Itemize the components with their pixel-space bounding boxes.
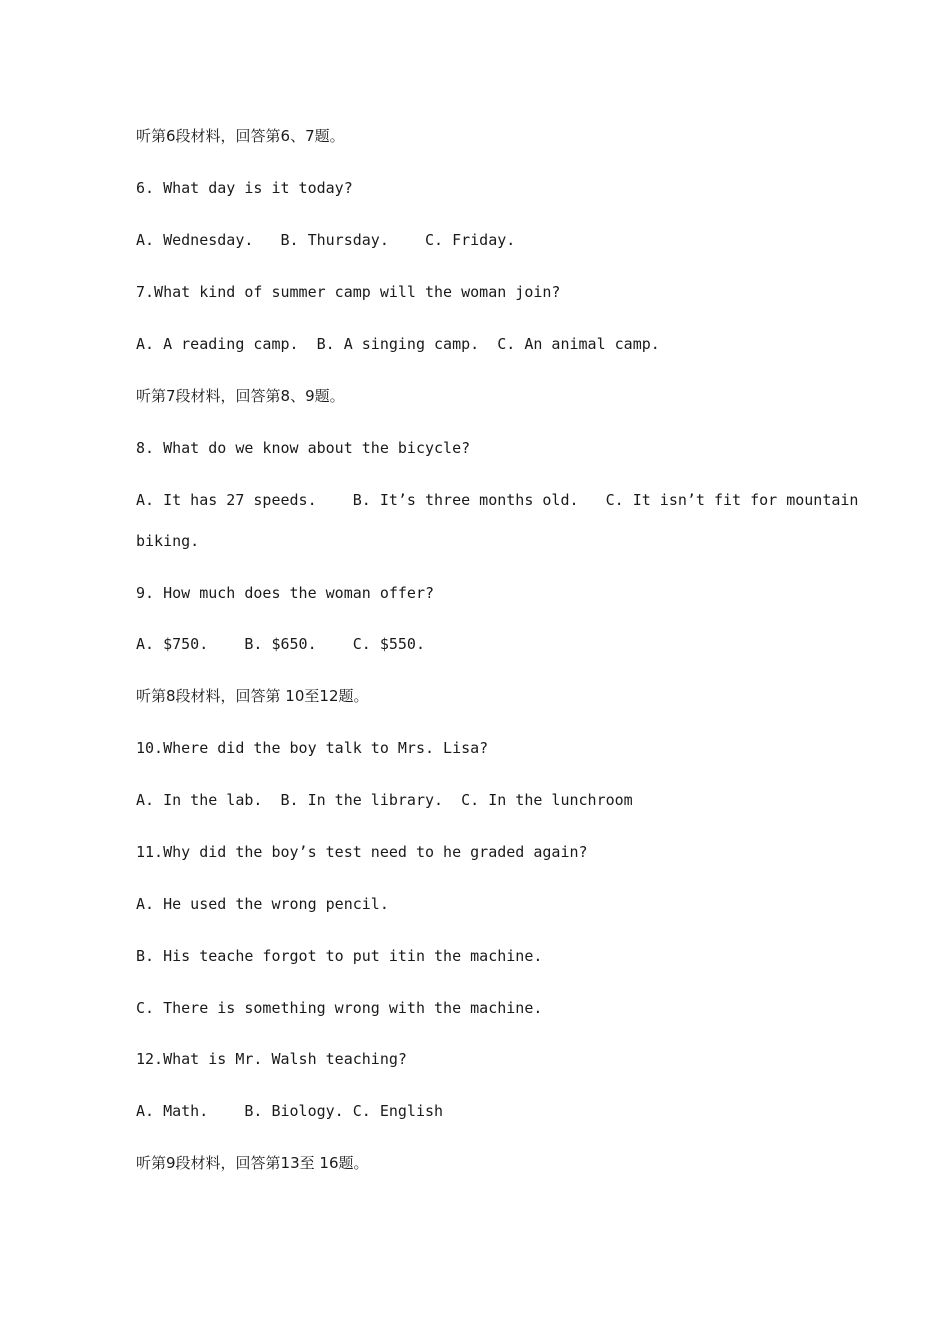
question-8-options-continued: biking. xyxy=(136,532,200,550)
question-11-option-c: C. There is something wrong with the machine. xyxy=(136,999,543,1017)
question-11-option-b: B. His teache forgot to put itin the machine. xyxy=(136,947,543,965)
section-heading-8: 听第8段材料，回答第 10至12题。 xyxy=(136,687,369,705)
question-9-options: A. $750. B. $650. C. $550. xyxy=(136,635,425,653)
question-12-options: A. Math. B. Biology. C. English xyxy=(136,1102,444,1120)
question-10: 10.Where did the boy talk to Mrs. Lisa? xyxy=(136,739,489,757)
question-6: 6. What day is it today? xyxy=(136,179,353,197)
question-11: 11.Why did the boy’s test need to he graded again? xyxy=(136,843,588,861)
question-9: 9. How much does the woman offer? xyxy=(136,584,435,602)
section-heading-7: 听第7段材料，回答第8、9题。 xyxy=(136,387,345,405)
question-12: 12.What is Mr. Walsh teaching? xyxy=(136,1050,407,1068)
section-heading-6: 听第6段材料，回答第6、7题。 xyxy=(136,127,345,145)
question-8-options: A. It has 27 speeds. B. It’s three months old. C. It isn’t fit for mountain xyxy=(136,491,859,509)
question-7: 7.What kind of summer camp will the woman join? xyxy=(136,283,561,301)
question-8: 8. What do we know about the bicycle? xyxy=(136,439,471,457)
section-heading-9: 听第9段材料，回答第13至 16题。 xyxy=(136,1154,369,1172)
question-7-options: A. A reading camp. B. A singing camp. C. An animal camp. xyxy=(136,335,660,353)
question-11-option-a: A. He used the wrong pencil. xyxy=(136,895,389,913)
question-6-options: A. Wednesday. B. Thursday. C. Friday. xyxy=(136,231,516,249)
question-10-options: A. In the lab. B. In the library. C. In the lunchroom xyxy=(136,791,633,809)
